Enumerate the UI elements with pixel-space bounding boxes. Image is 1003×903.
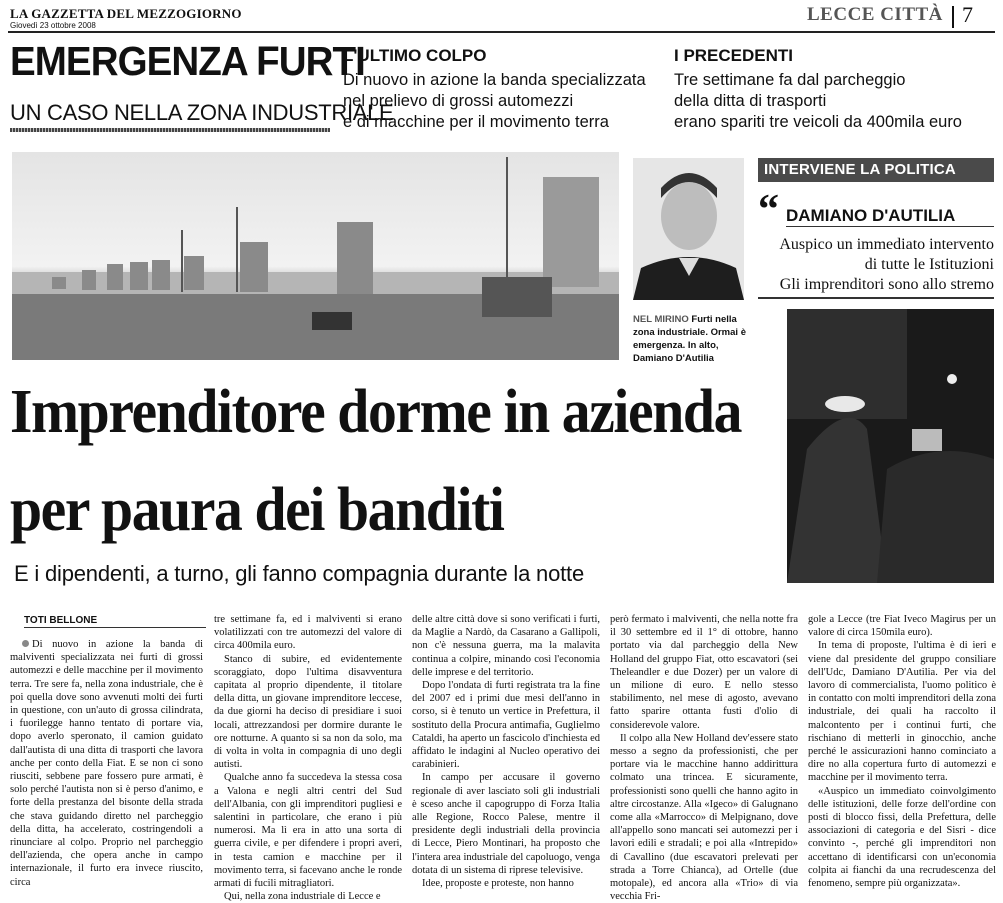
portrait-illustration: [633, 158, 744, 300]
box-line: erano spariti tre veicoli da 400mila euro: [674, 113, 962, 131]
kicker-rule: [10, 128, 330, 132]
headline-line-2: per paura dei banditi: [10, 476, 504, 544]
article-paragraph: Dopo l'ondata di furti registrata tra la fine del 2007 ed i primi due mesi dell'anno in corso, si è tenuto un vertice in Prefettura, il sostituto della Procura antimafia, Guglielmo Cataldi, ha aperto un fascicolo d'inchiesta ed affidato le indagini al Nucleo operativo dei carabinieri.: [412, 680, 600, 771]
kicker-title: EMERGENZA FURTI: [10, 38, 365, 84]
article-column-2: [214, 613, 402, 903]
article-column-3: [412, 613, 600, 890]
headline-line-1: Imprenditore dorme in azienda: [10, 378, 742, 446]
article-paragraph: delle altre città dove si sono verificati i furti, da Maglie a Nardò, da Casarano a Gallipoli, non c'è nessuna guerra, ma la malavita continua a colpire, minando così l'economia delle imprese e del territorio.: [412, 614, 600, 678]
zona-industriale-photo: [12, 152, 619, 360]
caption-lead: NEL MIRINO: [633, 314, 689, 325]
page-number: 7: [962, 2, 973, 27]
box-line: Di nuovo in azione la banda specializzata: [343, 71, 646, 89]
box-ultimo-colpo-title: L'ULTIMO COLPO: [343, 46, 487, 65]
article-paragraph: Qualche anno fa succedeva la stessa cosa a Valona e negli altri centri del Sud dell'Albania, con gli imprenditori pugliesi e salentini in particolare, che erano i più numerosi. Ma lì era in atto una sorta di guerra civile, e per difendere i propri averi, in testa camion e macchine per il movimento terra, si facevano anche le ronde armati di fucili mitragliatori.: [214, 772, 402, 890]
night-illustration: [787, 309, 994, 583]
byline-rule: [24, 627, 206, 628]
damiano-dautilia-portrait: [633, 158, 744, 300]
politica-quote: [760, 235, 994, 295]
article-paragraph: In campo per accusare il governo regionale di aver lasciato soli gli industriali è sceso anche il capogruppo di Forza Italia alle Regione, Rocco Palese, mentre il presidente degli industriali della provincia di Lecce, Piero Montinari, ha proposto che l'intera area industriale del capoluogo, venga dotata di un sistema di riprese televisive.: [412, 772, 600, 876]
issue-date: Giovedì 23 ottobre 2008: [10, 21, 96, 30]
article-paragraph: però fermato i malviventi, che nella notte fra il 30 settembre ed il 1° di ottobre, hanno portato via dal parcheggio della New Holland del gruppo Fiat, otto escavatori (sei Theleandler e due Dozer) per un valore di un milione di euro. E nello stesso stabilimento, nel mese di agosto, avevano fatto sparire ottanta fusti d'olio di considerevole valore.: [610, 614, 798, 731]
article-column-5: [808, 613, 996, 890]
box-line: nel prelievo di grossi automezzi: [343, 92, 574, 110]
quote-line: di tutte le Istituzioni: [864, 256, 994, 273]
quote-mark-icon: “: [758, 187, 779, 233]
article-paragraph: In tema di proposte, l'ultima è di ieri e viene dal presidente del gruppo consiliare dell'Udc, Damiano D'Autilia. Per via del lavoro di commercialista, l'uomo politico è in contatto con molti imprenditori della zona industriale, dei quali ha raccolto il malcontento per i continui furti, che rischiano di metterli in ginocchio, anche perché le assicurazioni hanno cominciato a dire no alla copertura furto di automezzi e macchine per il movimento terra.: [808, 640, 996, 784]
caption-text: Furti nella zona industriale. Ormai è emergenza. In alto, Damiano D'Autilia: [633, 314, 746, 364]
article-paragraph: «Auspico un immediato coinvolgimento delle istituzioni, delle forze dell'ordine con posti di blocco fissi, della Prefettura, delle associazioni di categoria e del Sisri - dice convinto -, perché gli imprenditori non accettano di identificarsi con un'economia colpita ai fianchi da una recrudescenza del fenomeno, sempre più organizzata».: [808, 785, 996, 890]
kicker-subtitle: UN CASO NELLA ZONA INDUSTRIALE: [10, 100, 394, 125]
box-line: e di macchine per il movimento terra: [343, 113, 609, 131]
photo-caption: [633, 313, 753, 365]
box-precedenti-title: I PRECEDENTI: [674, 46, 794, 65]
quote-line: Auspico un immediato intervento: [779, 236, 994, 253]
article-column-1: [10, 638, 203, 889]
section-name: LECCE CITTÀ: [807, 4, 943, 25]
carabinieri-night-photo: [787, 309, 994, 583]
quote-line: Gli imprenditori sono allo stremo: [779, 276, 994, 293]
article-paragraph: tre settimane fa, ed i malviventi si erano volatilizzati con tre automezzi del valore di circa 400mila euro.: [214, 614, 402, 652]
politica-name: DAMIANO D'AUTILIA: [786, 206, 956, 225]
article-column-4: [610, 613, 798, 903]
box-precedenti-text: [674, 70, 994, 133]
box-line: della ditta di trasporti: [674, 92, 827, 110]
politica-header: INTERVIENE LA POLITICA: [758, 158, 994, 182]
article-paragraph: Idee, proposte e proteste, non hanno: [422, 878, 574, 890]
politica-rule: [758, 297, 994, 299]
article-paragraph: Qui, nella zona industriale di Lecce e: [224, 891, 381, 903]
article-paragraph: Il colpo alla New Holland dev'essere stato messo a segno da professionisti, che per portare via le macchine hanno addirittura colmato una trincea. E sicuramente, professionisti sono quelli che hanno agito in altre circostanze. Alla «Igeco» di Galugnano come alla «Marrocco» di Melpignano, dove all'appello sono mancati sei automezzi per i lavori edili e stradali; e poi alla «Intrepido» di Cavallino (due escavatori prelevati per strada a Torre Chianca), ad Ortelle (due motopale), ed ancora alla «Trio» di via vecchia Fri-: [610, 732, 798, 903]
masthead-rule: [8, 31, 995, 33]
section-separator: [952, 6, 954, 28]
politica-name-rule: [786, 226, 994, 227]
box-line: Tre settimane fa dal parcheggio: [674, 71, 906, 89]
newspaper-masthead: LA GAZZETTA DEL MEZZOGIORNO: [10, 6, 242, 21]
bullet-icon: [22, 640, 29, 647]
article-paragraph: Stanco di subire, ed evidentemente scoraggiato, dopo l'ultima disavventura capitata al proprio dipendente, il titolare della ditta, un giovane imprenditore leccese, da due giorni ha deciso di presidiare i suoi locali, attrezzandosi per dormire durante le ore notturne. A quanto si sa non da solo, ma di volta in volta in compagnia di uno degli autisti.: [214, 653, 402, 771]
article-paragraph: gole a Lecce (tre Fiat Iveco Magirus per un valore di circa 150mila euro).: [808, 614, 996, 639]
photo-illustration: [12, 152, 619, 360]
byline: TOTI BELLONE: [24, 615, 98, 626]
box-ultimo-colpo-text: [343, 70, 663, 133]
subheadline: E i dipendenti, a turno, gli fanno compagnia durante la notte: [14, 561, 584, 586]
article-paragraph: Di nuovo in azione la banda di malviventi specializzata nei furti di grossi automezzi e delle macchine per il movimento terra. Tre sere fa, nella zona industriale, che è poi quella dove sono avvenuti molti dei furti in questione, con un'auto di grossa cilindrata, i fuorilegge hanno tentato di portare via, dopo averlo speronato, il camion guidato dall'autista di una ditta di trasporti che lavora anche per conto della Fiat. E se non ci sono riusciti, sebbene pare fossero pure armati, è solo perché l'autista non si è perso d'animo, e forte della prestanza del bisonte della strada che stava guidando diretto nel parcheggio della ditta, ha accelerato, costringendoli a rinunciare al colpo. Proprio nel parcheggio dell'azienda, che opera anche in campo internazionale, il furto era invece riuscito, circa: [10, 639, 203, 888]
